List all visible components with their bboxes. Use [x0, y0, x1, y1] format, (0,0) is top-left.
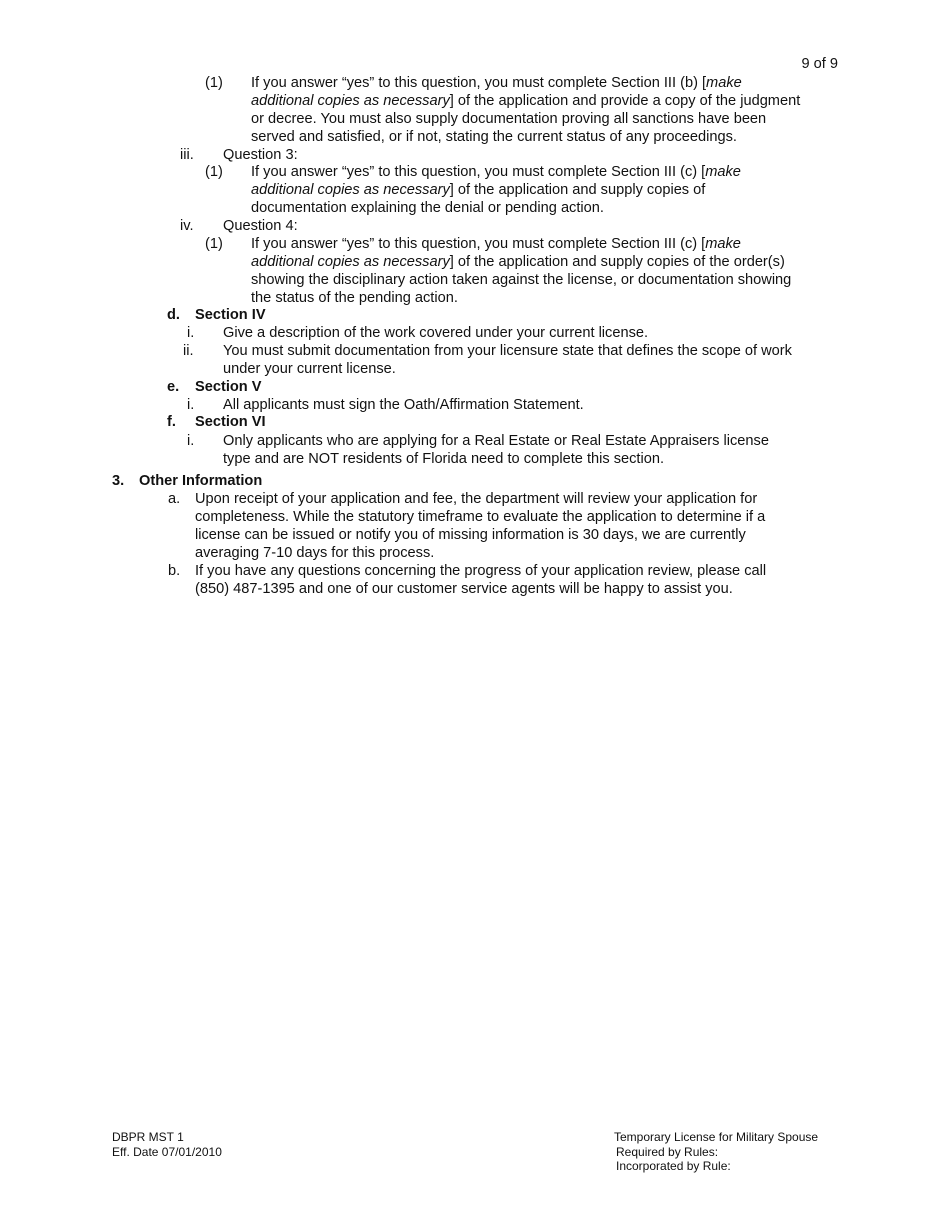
list-marker: i. — [187, 325, 195, 341]
list-item-text: completeness. While the statutory timeframe to evaluate the application to determine if a — [195, 509, 766, 525]
item-text-line: If you answer “yes” to this question, you must complete Section III (c) [make — [251, 164, 741, 180]
item-marker: (1) — [205, 164, 223, 180]
item-text-line: or decree. You must also supply documentation proving all sanctions have been — [251, 111, 767, 127]
required-by-rules: Required by Rules: — [616, 1144, 719, 1159]
list-item-text: Upon receipt of your application and fee, the department will review your application for — [195, 491, 758, 507]
list-marker: b. — [168, 563, 181, 579]
list-item-text: If you have any questions concerning the progress of your application review, please call — [195, 563, 767, 579]
item-text-line: documentation explaining the denial or pending action. — [251, 200, 604, 216]
form-title: Temporary License for Military Spouse — [614, 1130, 819, 1144]
question-marker: iii. — [180, 147, 194, 163]
section-marker: 3. — [112, 473, 125, 489]
list-item-text: under your current license. — [223, 361, 396, 377]
question-marker: iv. — [180, 218, 194, 234]
section-marker: f. — [167, 414, 176, 430]
section-heading: Other Information — [139, 473, 263, 489]
footer-right — [614, 1130, 818, 1174]
list-item-text: averaging 7-10 days for this process. — [195, 545, 435, 561]
section-heading: Section IV — [195, 307, 266, 323]
list-item-text: license can be issued or notify you of missing information is 30 days, we are currently — [195, 527, 746, 543]
list-item-text: All applicants must sign the Oath/Affirmation Statement. — [223, 397, 584, 413]
item-text-line: If you answer “yes” to this question, you must complete Section III (b) [make — [251, 75, 742, 91]
page-number: 9 of 9 — [801, 56, 838, 72]
item-text-line: the status of the pending action. — [251, 290, 458, 306]
question-label: Question 4: — [223, 218, 298, 234]
list-marker: i. — [187, 433, 195, 449]
section-heading: Section V — [195, 379, 262, 395]
effective-date: Eff. Date 07/01/2010 — [112, 1144, 222, 1159]
list-item-text: You must submit documentation from your licensure state that defines the scope of work — [223, 343, 792, 359]
incorporated-by-rule: Incorporated by Rule: — [616, 1159, 731, 1173]
list-item-text: type and are NOT residents of Florida need to complete this section. — [223, 451, 665, 467]
item-text-line: additional copies as necessary] of the application and supply copies of the order(s) — [251, 254, 785, 270]
footer-left — [112, 1130, 222, 1159]
item-text-line: additional copies as necessary] of the application and provide a copy of the judgment — [251, 93, 801, 109]
item-marker: (1) — [205, 75, 223, 91]
form-id: DBPR MST 1 — [112, 1130, 184, 1144]
item-marker: (1) — [205, 236, 223, 252]
list-item-text: Only applicants who are applying for a Real Estate or Real Estate Appraisers license — [223, 433, 769, 449]
list-marker: i. — [187, 397, 195, 413]
list-marker: ii. — [183, 343, 194, 359]
item-text-line: additional copies as necessary] of the application and supply copies of — [251, 182, 706, 198]
section-heading: Section VI — [195, 414, 266, 430]
list-item-text: Give a description of the work covered under your current license. — [223, 325, 649, 341]
item-text-line: If you answer “yes” to this question, you must complete Section III (c) [make — [251, 236, 741, 252]
list-marker: a. — [168, 491, 181, 507]
section-marker: e. — [167, 379, 180, 395]
section-marker: d. — [167, 307, 180, 323]
item-text-line: showing the disciplinary action taken against the license, or documentation showing — [251, 272, 792, 288]
question-label: Question 3: — [223, 147, 298, 163]
list-item-text: (850) 487-1395 and one of our customer service agents will be happy to assist you. — [195, 581, 733, 597]
item-text-line: served and satisfied, or if not, stating the current status of any proceedings. — [251, 129, 737, 145]
